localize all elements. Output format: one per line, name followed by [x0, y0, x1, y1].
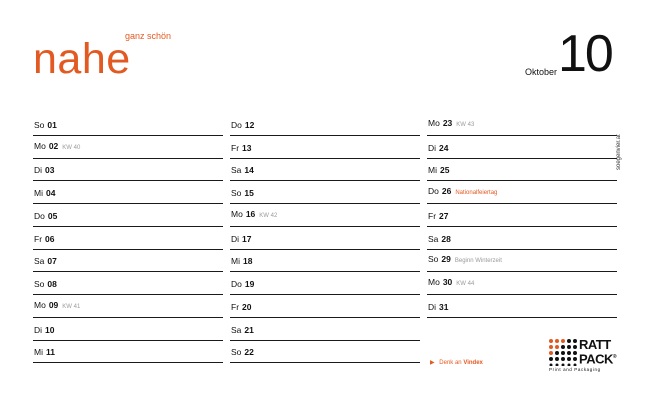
weekday-label: So: [231, 347, 242, 358]
day-number: 28: [441, 233, 451, 244]
weekday-label: Mo: [34, 299, 46, 310]
logo-subline: Print and Packaging: [549, 367, 601, 372]
dot-grid-icon: [548, 338, 578, 366]
day-row: [427, 250, 617, 273]
reminder-prefix: Denk an: [439, 360, 462, 366]
day-number: 13: [242, 142, 252, 153]
day-row: [427, 159, 617, 182]
day-number: 05: [47, 210, 58, 221]
day-row: [230, 272, 420, 295]
day-row-text: [34, 211, 57, 221]
weekday-label: Mo: [428, 117, 440, 128]
day-row: [230, 181, 420, 204]
day-number: 31: [439, 301, 449, 312]
holiday-note: Nationalfeiertag: [455, 190, 498, 196]
day-row-text: [231, 209, 277, 221]
day-number: 20: [242, 301, 252, 312]
day-number: 15: [244, 188, 254, 198]
play-arrow-icon: ▶: [430, 360, 435, 366]
day-row-text: [428, 302, 449, 312]
weekday-label: Fr: [34, 233, 43, 244]
brand-tagline: ganz schön: [125, 31, 172, 41]
day-note: KW 40: [62, 144, 81, 151]
day-number: 23: [442, 117, 453, 128]
day-row: [33, 272, 223, 295]
day-number: 25: [439, 165, 450, 176]
day-row-text: [231, 234, 252, 244]
day-row: [230, 227, 420, 250]
day-number: 11: [45, 347, 55, 358]
day-note: KW 42: [259, 212, 278, 219]
day-number: 27: [439, 210, 449, 221]
day-number: 22: [244, 347, 254, 358]
day-row: [33, 318, 223, 341]
day-row: [427, 113, 617, 136]
day-number: 02: [48, 140, 59, 151]
month-name: Oktober: [525, 67, 558, 77]
day-number: 04: [45, 188, 56, 198]
day-row: [33, 227, 223, 250]
day-row-text: [231, 120, 254, 130]
day-row-text: [34, 279, 57, 289]
day-number: 03: [45, 165, 55, 176]
day-number: 30: [442, 277, 453, 287]
day-column-1: [33, 113, 223, 363]
day-row: [33, 250, 223, 273]
weekday-label: Di: [231, 233, 240, 244]
day-number: 19: [244, 279, 255, 289]
day-row-text: [231, 256, 252, 266]
day-row-text: [428, 186, 497, 198]
day-row: [427, 227, 617, 250]
weekday-label: Do: [428, 186, 439, 196]
day-note: KW 41: [62, 303, 81, 310]
day-row-text: [34, 347, 55, 357]
day-number: 12: [244, 119, 255, 130]
weekday-label: Fr: [428, 210, 437, 221]
registered-mark: ®: [612, 354, 617, 360]
weekday-label: Di: [34, 165, 43, 176]
day-row-text: [34, 325, 55, 335]
day-number: 14: [244, 165, 254, 176]
day-column-2: [230, 113, 420, 363]
day-row: [427, 136, 617, 159]
day-row: [33, 159, 223, 182]
day-row: [230, 250, 420, 273]
weekday-label: So: [34, 119, 45, 130]
weekday-label: Sa: [428, 233, 439, 244]
weekday-label: So: [231, 188, 242, 198]
weekday-label: Di: [428, 301, 437, 312]
day-number: 08: [47, 279, 57, 289]
reminder-note: [430, 359, 483, 366]
day-row-text: [231, 347, 254, 357]
day-row-text: [428, 254, 502, 266]
day-column-3: [427, 113, 617, 318]
day-row: [33, 341, 223, 364]
day-number: 06: [45, 233, 55, 244]
weekday-label: Mo: [428, 277, 440, 287]
day-row-text: [428, 165, 449, 175]
weekday-label: Mo: [231, 208, 243, 219]
weekday-label: Fr: [231, 142, 240, 153]
day-row-text: [34, 165, 55, 175]
day-row: [33, 295, 223, 318]
day-row: [427, 181, 617, 204]
day-row-text: [428, 277, 474, 289]
day-row: [230, 295, 420, 318]
day-number: 26: [441, 186, 452, 196]
weekday-label: Mi: [34, 347, 43, 358]
weekday-label: So: [34, 279, 45, 289]
weekday-label: Mi: [34, 188, 43, 198]
weekday-label: Fr: [231, 301, 240, 312]
weekday-label: Do: [231, 279, 242, 289]
day-row: [427, 204, 617, 227]
day-note: Beginn Winterzeit: [454, 258, 502, 265]
day-row: [230, 136, 420, 159]
rattpack-logo: [548, 338, 626, 374]
day-row: [230, 113, 420, 136]
day-row: [33, 204, 223, 227]
day-number: 29: [441, 254, 451, 265]
day-number: 16: [245, 208, 256, 219]
day-number: 24: [439, 142, 449, 153]
day-number: 17: [242, 233, 252, 244]
logo-line-2-text: PACK: [579, 351, 613, 367]
day-number: 01: [47, 119, 57, 130]
day-row: [33, 181, 223, 204]
brand-word: nahe: [33, 35, 131, 83]
weekday-label: So: [428, 254, 439, 265]
weekday-label: Mi: [231, 256, 240, 267]
weekday-label: Mi: [428, 165, 437, 176]
day-row-text: [231, 302, 252, 312]
day-row-text: [231, 165, 254, 175]
day-row-text: [34, 188, 55, 198]
day-row-text: [428, 118, 474, 130]
day-row: [33, 136, 223, 159]
day-row-text: [231, 188, 254, 198]
day-number: 10: [45, 324, 55, 335]
weekday-label: Do: [231, 119, 242, 130]
reminder-brand: Vindex: [463, 360, 483, 366]
day-number: 18: [242, 256, 253, 267]
weekday-label: Do: [34, 210, 45, 221]
day-row-text: [231, 143, 252, 153]
weekday-label: Sa: [231, 165, 242, 176]
logo-line-1: RATT: [579, 337, 611, 352]
day-row-text: [34, 300, 80, 312]
weekday-label: Sa: [231, 324, 242, 335]
day-row: [427, 272, 617, 295]
day-row-text: [34, 120, 57, 130]
weekday-label: Di: [428, 142, 437, 153]
day-row: [230, 318, 420, 341]
day-number: 09: [48, 299, 59, 310]
day-row: [427, 295, 617, 318]
day-note: KW 44: [456, 281, 475, 287]
side-website-text: soegenvier.at: [616, 134, 622, 170]
day-row-text: [231, 279, 254, 289]
weekday-label: Mo: [34, 140, 46, 151]
day-number: 07: [47, 256, 57, 267]
day-row-text: [34, 141, 80, 153]
month-number: 10: [558, 25, 612, 83]
day-number: 21: [244, 324, 254, 335]
day-row: [230, 159, 420, 182]
day-row-text: [428, 211, 449, 221]
day-row-text: [34, 256, 57, 266]
day-note: KW 43: [456, 121, 475, 128]
day-row-text: [34, 234, 55, 244]
day-row-text: [428, 143, 449, 153]
weekday-label: Di: [34, 324, 43, 335]
day-row-text: [428, 234, 451, 244]
day-row: [230, 341, 420, 364]
day-row: [230, 204, 420, 227]
logo-line-2: [579, 351, 616, 365]
weekday-label: Sa: [34, 256, 45, 267]
day-row: [33, 113, 223, 136]
day-row-text: [231, 325, 254, 335]
